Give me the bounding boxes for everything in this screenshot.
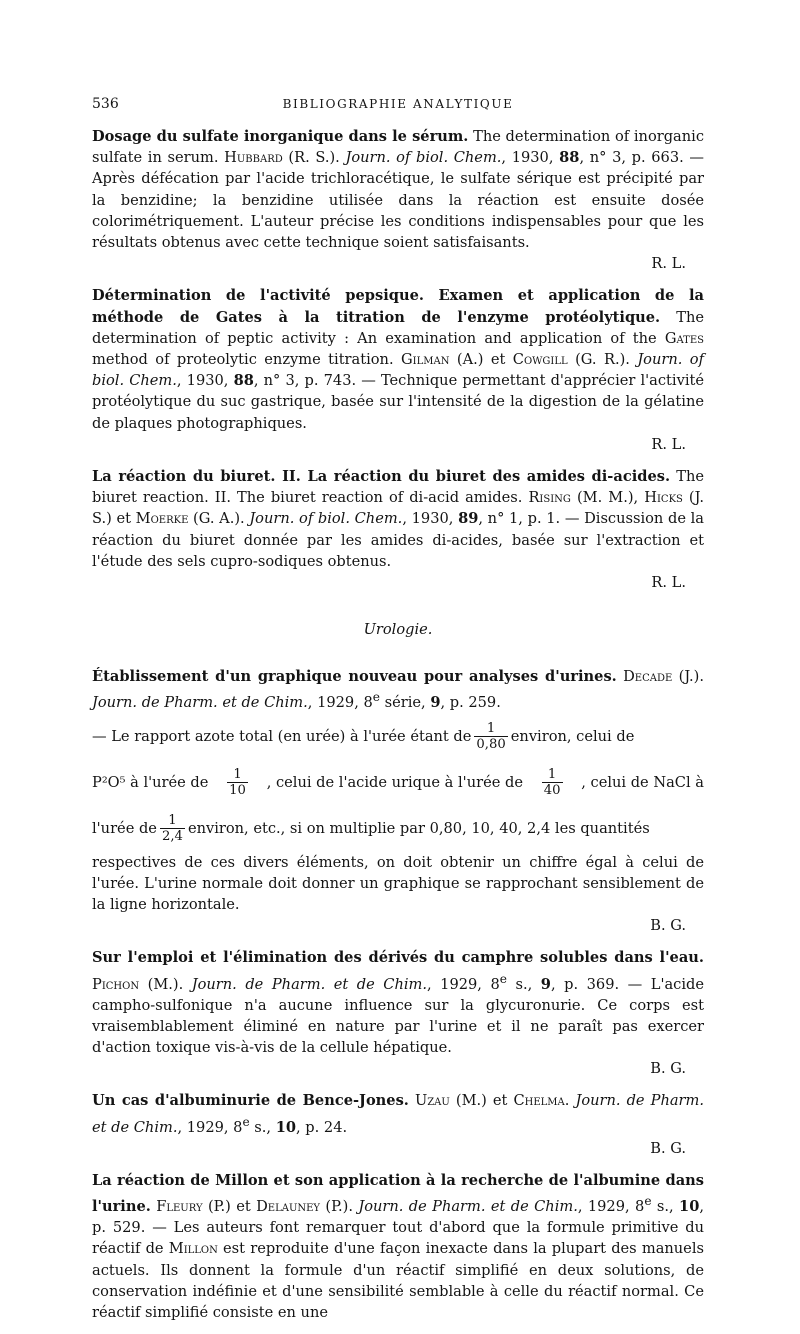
abstract-peptic-activity: Détermination de l'activité pepsique. Examen et application de la méthode de Gates à la titration de l'enzyme protéolytique. The determination of peptic activity : An examination and application of the Gates method of proteolytic enzyme titration. Gilman (A.) et Cowgill (G. R.). Journ. of biol. Chem., 1930, 88, n° 3, p. 743. — Technique permettant d'apprécier l'activité protéolytique du suc gastrique, basée sur l'intensité de la digestion de la gélatine de plaques photographiques. R. L. xyxy=(92,285,704,455)
fraction: $\frac{1}{2,4}$ xyxy=(161,812,183,844)
author-name: Uzau xyxy=(414,1092,450,1110)
journal-name: Journ. of biol. Chem. xyxy=(92,351,704,390)
author-name: Chelma xyxy=(513,1092,565,1110)
article-title: Établissement d'un graphique nouveau pour analyses d'urines. xyxy=(92,668,617,686)
author-name: Cowgill xyxy=(512,351,568,369)
volume: 10 xyxy=(275,1118,297,1136)
journal-name: Journ. de Pharm. et de Chim. xyxy=(92,694,308,712)
abstract-bence-jones: Un cas d'albuminurie de Bence-Jones. Uzau (M.) et Chelma. Journ. de Pharm. et de Chim., 1929, 8e s., 10, p. 24. B. G. xyxy=(92,1090,704,1158)
page-number: 536 xyxy=(92,96,119,112)
abstract-camphor-derivatives: Sur l'emploi et l'élimination des dérivés du camphre solubles dans l'eau. Pichon (M.). Journ. de Pharm. et de Chim., 1929, 8e s., 9, p. 369. — L'acide campho-sulfonique n'a aucune influence sur la glycuronurie. Ce corps est vraisemblablement éliminé en nature par l'urine et il ne paraît pas exercer d'action toxique vis-à-vis de la cellule hépatique. B. G. xyxy=(92,947,704,1079)
running-title: BIBLIOGRAPHIE ANALYTIQUE xyxy=(282,97,514,111)
author-name: Gilman xyxy=(401,351,450,369)
signature: B. G. xyxy=(650,917,686,935)
journal-name: Journ. de Pharm. et de Chim. xyxy=(358,1197,578,1215)
abstract-biuret-reaction: La réaction du biuret. II. La réaction du biuret des amides di-acides. The biuret reaction. II. The biuret reaction of di-acid amides. Rising (M. M.), Hicks (J. S.) et Moerke (G. A.). Journ. of biol. Chem., 1930, 89, n° 1, p. 1. — Discussion de la réaction du biuret donnée par les amides di-acides, basée sur l'extraction et l'étude des sels cupro-sodiques obtenus. R. L. xyxy=(92,466,704,593)
volume: 88 xyxy=(559,149,580,167)
running-head xyxy=(92,96,704,118)
fraction: $\frac{1}{10}$ xyxy=(229,766,246,798)
journal-name: Journ. of biol. Chem. xyxy=(249,510,403,528)
volume: 10 xyxy=(679,1197,700,1215)
author-name: Hubbard xyxy=(224,149,283,167)
formula-line-3: l'urée de $\frac{1}{2,4}$ environ, etc., si on multiplie par 0,80, 10, 40, 2,4 les quantités xyxy=(92,812,650,844)
signature: B. G. xyxy=(650,1139,686,1157)
abstract-urine-graph: Établissement d'un graphique nouveau pour analyses d'urines. Decade (J.). Journ. de Pharm. et de Chim., 1929, 8e série, 9, p. 259. — Le rapport azote total (en urée) à l'urée étant de $\frac{1}{0,80}$ environ, celui de P²O⁵ à l'urée de $\frac{1}{10}$ , celui de l'acide urique à l'urée de $\frac{1}{40}$ , celui de NaCl à l'urée de $\frac{1}{2,4}$ environ, etc., si on multiplie par 0,80, 10, 40, 2,4 les quantités respectives de ces divers éléments, on doit obtenir un chiffre égal à celui de l'urée. L'urine normale doit donner un graphique se rapprochant sensiblement de la ligne horizontale. B. G. xyxy=(92,666,704,936)
article-title: La réaction de Millon et son application à la recherche de l'albumine dans l'urine. xyxy=(92,1171,704,1215)
article-title: Dosage du sulfate inorganique dans le sérum. xyxy=(92,128,469,145)
volume: 88 xyxy=(233,372,254,390)
article-title: Détermination de l'activité pepsique. Examen et application de la méthode de Gates à la titration de l'enzyme protéolytique. xyxy=(92,287,704,326)
author-name: Decade xyxy=(623,668,673,686)
volume: 9 xyxy=(430,694,441,712)
abstract-sulfate-serum: Dosage du sulfate inorganique dans le sérum. The determination of inorganic sulfate in serum. Hubbard (R. S.). Journ. of biol. Chem., 1930, 88, n° 3, p. 663. — Après défécation par l'acide trichloracétique, le sulfate sérique est précipité par la benzidine; la benzidine utilisée dans la réaction est ensuite dosée colorimétriquement. L'auteur précise les conditions indispensables pour que les résultats obtenus avec cette technique soient satisfaisants. R. L. xyxy=(92,126,704,274)
page xyxy=(92,96,704,1334)
article-title: La réaction du biuret. II. La réaction du biuret des amides di-acides. xyxy=(92,468,671,486)
article-title: Sur l'emploi et l'élimination des dérivés du camphre solubles dans l'eau. xyxy=(92,949,704,967)
abstract-millon-reaction: La réaction de Millon et son application à la recherche de l'albumine dans l'urine. Fleury (P.) et Delauney (P.). Journ. de Pharm. et de Chim., 1929, 8e s., 10, p. 529. — Les auteurs font remarquer tout d'abord que la formule primitive du réactif de Millon est reproduite d'une façon inexacte dans la plupart des manuels actuels. Ils donnent la formule d'un réactif simplifié en deux solutions, de conservation indéfinie et d'une sensibilité semblable à celle du réactif normal. Ce réactif simplifié consiste en une xyxy=(92,1171,704,1321)
formula-line-1: — Le rapport azote total (en urée) à l'urée étant de $\frac{1}{0,80}$ environ, celui de xyxy=(92,720,635,752)
journal-name: Journ. of biol. Chem. xyxy=(345,149,502,167)
author-name: Gates xyxy=(664,329,704,347)
fraction: $\frac{1}{40}$ xyxy=(543,766,561,798)
volume: 89 xyxy=(458,510,479,528)
journal-name: Journ. de Pharm. et de Chim. xyxy=(92,1092,704,1136)
signature: B. G. xyxy=(650,1060,686,1078)
author-name: Fleury xyxy=(156,1197,203,1215)
author-name: Delauney xyxy=(256,1197,321,1215)
formula-line-2: P²O⁵ à l'urée de $\frac{1}{10}$ , celui de l'acide urique à l'urée de $\frac{1}{40}$ , celui de NaCl à xyxy=(92,766,704,798)
signature: R. L. xyxy=(651,574,686,592)
author-name: Moerke xyxy=(135,510,189,528)
volume: 9 xyxy=(540,975,551,993)
author-name: Rising xyxy=(528,489,571,507)
section-heading-urologie: Urologie. xyxy=(363,621,433,639)
author-name: Pichon xyxy=(92,975,140,993)
author-name: Millon xyxy=(168,1240,218,1258)
article-title: Un cas d'albuminurie de Bence-Jones. xyxy=(92,1092,409,1110)
signature: R. L. xyxy=(651,255,686,273)
journal-name: Journ. de Pharm. et de Chim. xyxy=(191,975,427,993)
fraction: $\frac{1}{0,80}$ xyxy=(476,720,506,752)
author-name: Hicks xyxy=(644,489,683,507)
signature: R. L. xyxy=(651,435,686,453)
